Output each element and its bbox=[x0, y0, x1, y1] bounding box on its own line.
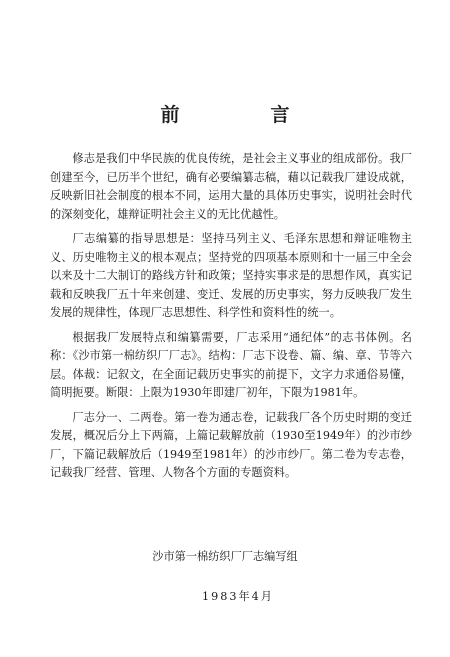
page-title: 前 言 bbox=[160, 104, 326, 126]
paragraph-1: 修志是我们中华民族的优良传统，是社会主义事业的组成部份。我厂创建至今，已历半个世纪，确有必要编纂志稿，藉以记载我厂建设成就，反映新旧社会制度的根本不同，运用大量的具体历史事实，说明社会时代的深刻变化，雄辩证明社会主义的无比优越性。 bbox=[50, 152, 412, 221]
signature: 沙市第一棉纺织厂厂志编写组 bbox=[152, 550, 298, 563]
paragraph-2: 厂志编纂的指导思想是：坚持马列主义、毛泽东思想和辩证唯物主义、历史唯物主义的根本观点；坚持党的四项基本原则和十一届三中全会以来及十二大制订的路线方针和政策；坚持实事求是的思想作风，真实记载和反映我厂五十年来创建、变迁、发展的历史事实，努力反映我厂发生发展的规律性，体现厂志思想性、科学性和资料性的统一。 bbox=[50, 232, 412, 319]
date: 1983年4月 bbox=[202, 590, 274, 603]
paragraph-3: 根据我厂发展特点和编纂需要，厂志采用“通纪体”的志书体例。名称：《沙市第一棉纺织厂厂志》。结构：厂志下设卷、篇、编、章、节等六层。体裁：记叙文，在全面记载历史事实的前提下，文字力求通俗易懂，简明扼要。断限：上限为1930年即建厂初年，下限为1981年。 bbox=[50, 330, 412, 399]
preface-body bbox=[50, 150, 412, 489]
paragraph-4: 厂志分一、二两卷。第一卷为通志卷，记载我厂各个历史时期的变迁发展，概况后分上下两篇，上篇记载解放前（1930至1949年）的沙市纱厂，下篇记载解放后（1949至1981年）的沙市纱厂。第二卷为专志卷，记载我厂经营、管理、人物各个方面的专题资料。 bbox=[50, 410, 412, 479]
